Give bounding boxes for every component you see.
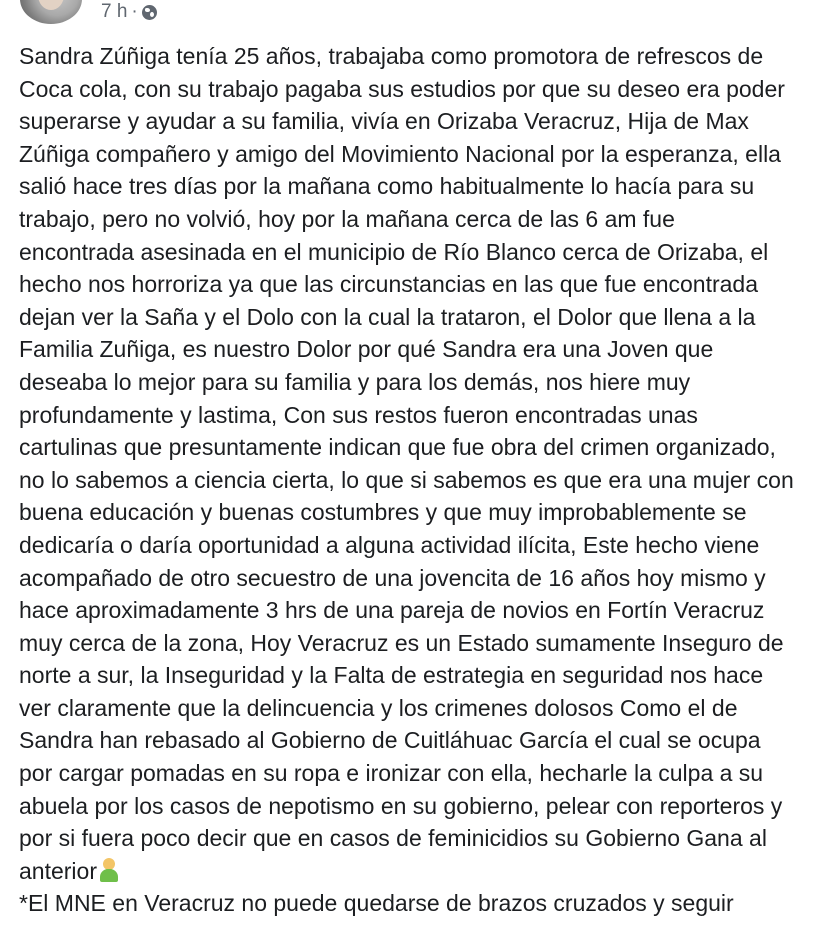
post-meta (101, 1, 157, 23)
post-text-line: Sandra han rebasado al Gobierno de Cuitláhuac García el cual se ocupa (19, 727, 761, 754)
post-text-line: Sandra Zúñiga tenía 25 años, trabajaba como promotora de refrescos de (19, 43, 764, 69)
post-text-line: buena educación y buenas costumbres y que muy improbablemente se (19, 499, 747, 526)
post-text-last-word: anterior (19, 857, 97, 884)
post-text-line: acompañado de otro secuestro de una jovencita de 16 años hoy mismo y (19, 564, 766, 591)
post-text-line: no lo sabemos a ciencia cierta, lo que si sabemos es que era una mujer con (19, 466, 794, 493)
post-text-line: abuela por los casos de nepotismo en su gobierno, pelear con reporteros y (19, 792, 783, 819)
person-emoji-icon (98, 857, 120, 883)
post-text-next-paragraph: *El MNE en Veracruz no puede quedarse de brazos cruzados y seguir (19, 890, 734, 917)
post-text-line: por cargar pomadas en su ropa e ironizar con ella, hecharle la culpa a su (19, 760, 764, 787)
post-text-line: profundamente y lastima, Con sus restos fueron encontradas unas (19, 401, 698, 428)
post-text-line: norte a sur, la Inseguridad y la Falta de estrategia en seguridad nos hace (19, 662, 764, 689)
post-text-line: muy cerca de la zona, Hoy Veracruz es un Estado sumamente Inseguro de (19, 629, 784, 656)
post-timestamp[interactable]: 7 h (101, 1, 128, 22)
post-text-line: hecho nos horroriza ya que las circunstancias en las que fue encontrada (19, 271, 759, 298)
post-text-line: deseaba lo mejor para su familia y para los demás, nos hiere muy (19, 368, 691, 395)
post-text-line: Familia Zuñiga, es nuestro Dolor por qué Sandra era una Joven que (19, 336, 714, 363)
post-text-line: hace aproximadamente 3 hrs de una pareja de novios en Fortín Veracruz (19, 597, 765, 624)
post-text-line: por si fuera poco decir que en casos de feminicidios su Gobierno Gana al (19, 825, 767, 852)
post-text-line: dejan ver la Saña y el Dolo con la cual la trataron, el Dolor que llena a la (19, 303, 756, 330)
post-text (19, 40, 840, 920)
avatar[interactable] (20, 0, 82, 24)
post-text-line: ver claramente que la delincuencia y los crimenes dolosos Como el de (19, 694, 738, 721)
post-text-last-line (19, 855, 840, 888)
meta-separator: · (131, 1, 138, 22)
post-text-line: salió hace tres días por la mañana como habitualmente lo hacía para su (19, 173, 755, 200)
post-text-line: dedicaría o daría oportunidad a alguna actividad ilícita, Este hecho viene (19, 531, 760, 558)
globe-icon[interactable] (142, 5, 157, 20)
post-header (0, 0, 840, 34)
post-text-line: cartulinas que presuntamente indican que fue obra del crimen organizado, (19, 434, 776, 461)
post-text-line: Zúñiga compañero y amigo del Movimiento Nacional por la esperanza, ella (19, 140, 781, 167)
post-text-line: encontrada asesinada en el municipio de Río Blanco cerca de Orizaba, el (19, 238, 769, 265)
post-text-line: trabajo, pero no volvió, hoy por la mañana cerca de las 6 am fue (19, 205, 675, 232)
post-text-line: Coca cola, con su trabajo pagaba sus estudios por que su deseo era poder (19, 75, 785, 102)
post-text-line: superarse y ayudar a su familia, vivía en Orizaba Veracruz, Hija de Max (19, 108, 749, 135)
